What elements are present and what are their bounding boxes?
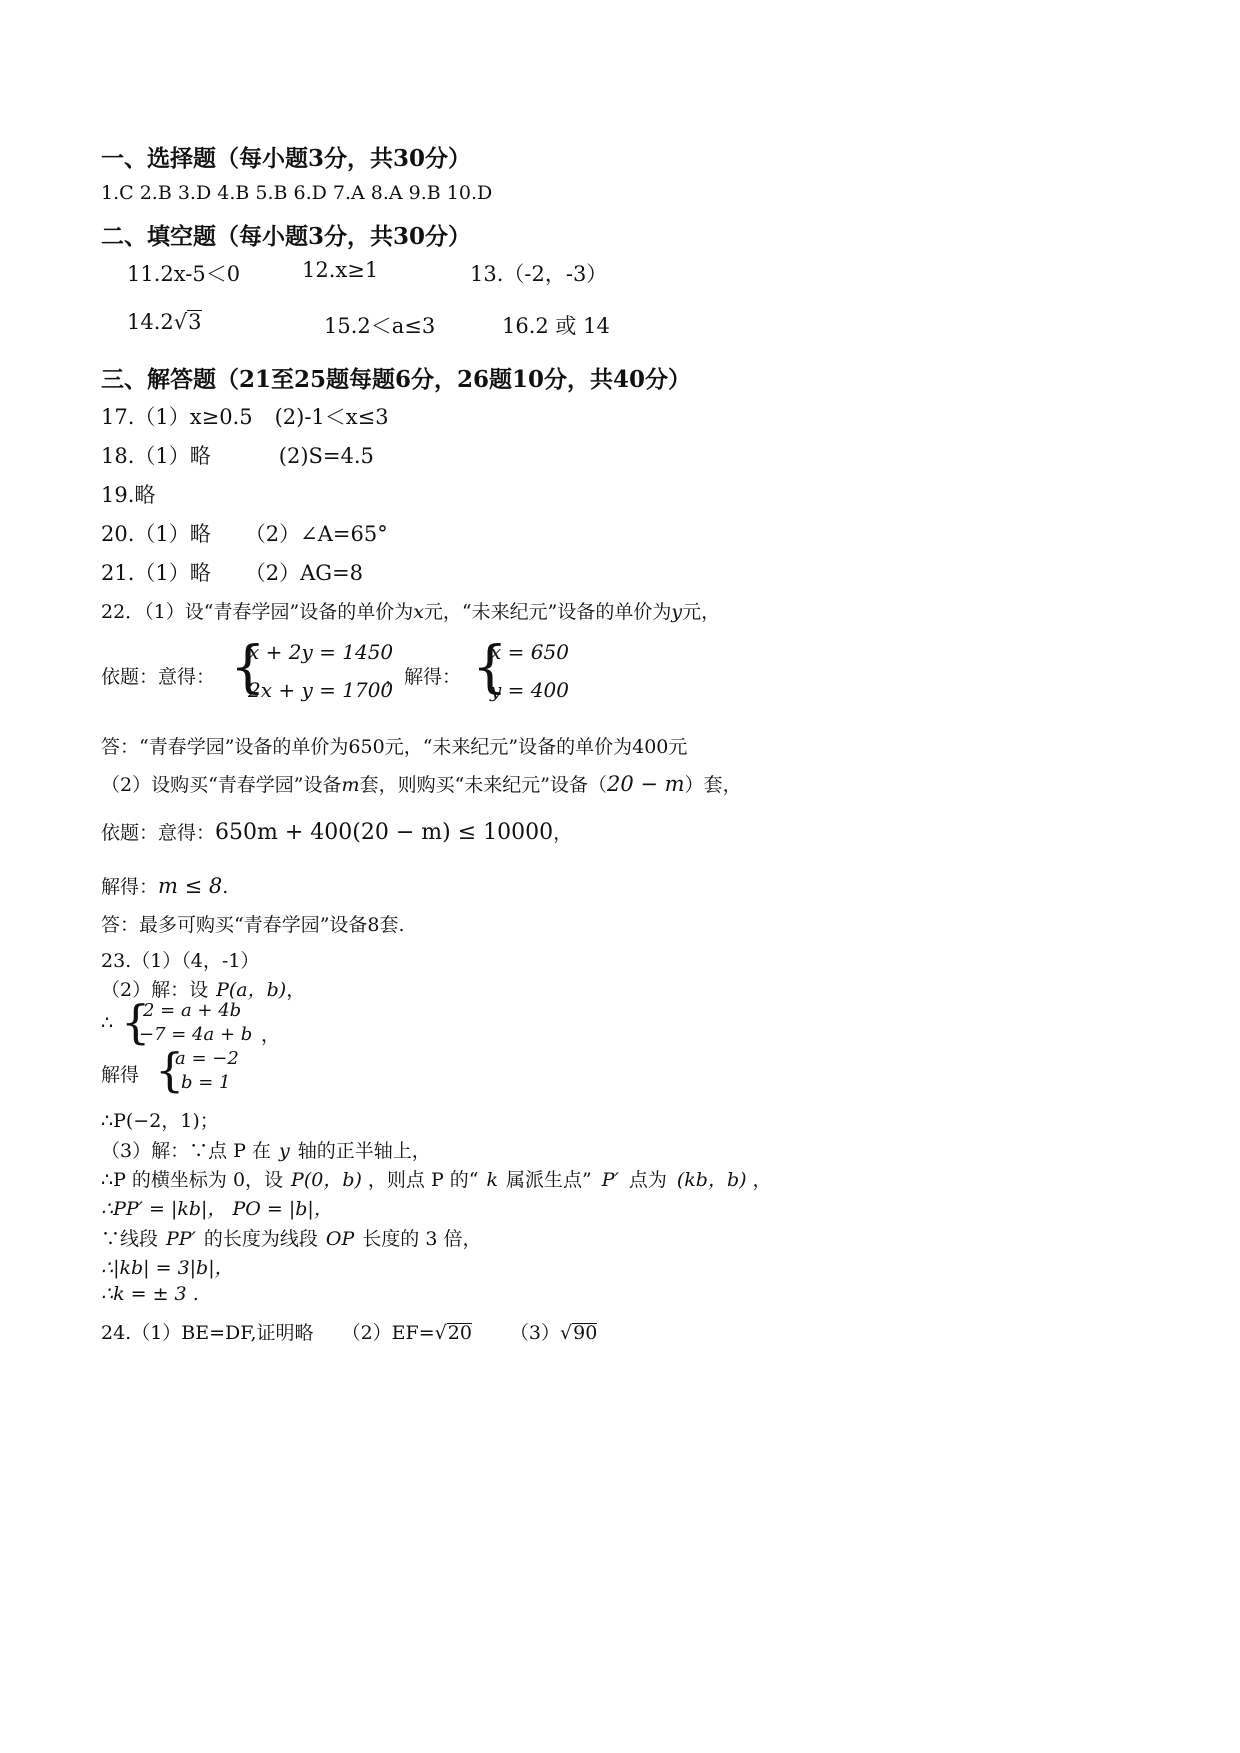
section3-title: 三、解答题（21至25题每题6分，26题10分，共40分） xyxy=(101,366,692,393)
q24-part2-radicand: 20 xyxy=(447,1322,472,1344)
q22-inequality-end: ， xyxy=(553,822,573,844)
q22-result-end: . xyxy=(222,876,229,898)
q23-result1: ∴P(−2，1)； xyxy=(101,1110,219,1132)
q23-solve-label: 解得 xyxy=(101,1064,140,1086)
q22-sol1: x = 650 xyxy=(490,640,569,664)
q22-part2-line xyxy=(101,770,742,797)
left-brace: { xyxy=(155,1043,185,1097)
q23-line-f: ∴k = ± 3 . xyxy=(101,1283,199,1305)
answer-q21-part2: （2）AG=8 xyxy=(244,561,364,585)
left-brace: { xyxy=(230,635,266,700)
q22-basis-label2: 依题：意得： xyxy=(101,822,216,844)
answer-q22-line1 xyxy=(101,597,720,624)
q23-part1: 23.（1）（4，-1） xyxy=(101,950,260,972)
q22-solution-system xyxy=(472,636,582,716)
q22-answer2: 答：最多可购买“青春学园”设备8套. xyxy=(101,914,405,936)
q23-line-d-text1: ∵线段 xyxy=(101,1228,159,1250)
section2-title: 二、填空题（每小题3分，共30分） xyxy=(101,223,472,250)
answer-q13: 13.（-2，-3） xyxy=(470,262,608,286)
answer-q24 xyxy=(101,1318,597,1345)
q23-sys2-eq1: a = −2 xyxy=(175,1048,239,1069)
q22-var-x: x xyxy=(413,601,424,623)
q24-part3-radicand: 90 xyxy=(573,1322,598,1344)
q23-point-expr: P(a，b) xyxy=(216,979,287,1001)
q22-part2-expr: 20 − m xyxy=(607,772,685,796)
q23-part2-text: （2）解：设 xyxy=(101,979,209,1001)
answer-q17-part1: 17.（1）x≥0.5 xyxy=(101,405,253,429)
q24-part1: 24.（1）BE=DF,证明略 xyxy=(101,1322,314,1344)
answer-q14 xyxy=(127,310,202,334)
answer-q14-prefix: 14.2 xyxy=(127,310,174,334)
q23-sys1-eq2: −7 = 4a + b xyxy=(139,1024,253,1045)
q23-line-b-text4: 点为 xyxy=(628,1169,667,1191)
sqrt-sign: √ xyxy=(173,310,188,334)
q23-part3-text-b: 轴的正半轴上， xyxy=(297,1140,431,1162)
therefore-symbol: ∴ xyxy=(101,1012,114,1034)
q23-sys2-eq2: b = 1 xyxy=(181,1072,231,1093)
q23-part2-end: ， xyxy=(286,979,306,1001)
answer-q16: 16.2 或 14 xyxy=(502,314,610,338)
q23-system1 xyxy=(101,995,401,1050)
q22-solve-label: ，解得： xyxy=(385,666,462,688)
q23-line-b-end: ， xyxy=(752,1169,772,1191)
q23-point-p0b: P(0，b) xyxy=(291,1169,362,1191)
q22-inequality-line xyxy=(101,818,572,845)
q22-basis-label: 依题：意得： xyxy=(101,666,216,688)
q22-part2-text-c: ）套， xyxy=(684,774,742,796)
q23-segment-op: OP xyxy=(325,1228,355,1250)
answer-q20 xyxy=(101,518,388,548)
q23-point-kbb: (kb，b) xyxy=(676,1169,747,1191)
q23-line-b-text2: ，则点 P 的“ xyxy=(367,1169,479,1191)
answer-q17 xyxy=(101,401,389,431)
q22-result: m ≤ 8 xyxy=(158,874,223,898)
answer-q19: 19.略 xyxy=(101,483,156,507)
q23-system2 xyxy=(101,1043,401,1098)
q23-part3-line xyxy=(101,1136,431,1163)
answer-q18 xyxy=(101,440,374,470)
q22-text-a: 22．（1）设“青春学园”设备的单价为 xyxy=(101,601,414,623)
answer-q17-part2: (2)-1＜x≤3 xyxy=(274,405,389,429)
answer-q18-part2: (2)S=4.5 xyxy=(278,444,374,468)
sqrt-sign: √ xyxy=(560,1322,573,1344)
q23-part3-text-a: （3）解：∵点 P 在 xyxy=(101,1140,271,1162)
answer-q21 xyxy=(101,557,363,587)
sqrt-sign: √ xyxy=(434,1322,447,1344)
q22-var-y: y xyxy=(671,601,683,623)
answer-q12: 12.x≥1 xyxy=(302,258,379,282)
q23-line-d xyxy=(101,1224,481,1251)
q22-sol2: y = 400 xyxy=(490,678,569,702)
q23-line-d-text2: 的长度为线段 xyxy=(203,1228,318,1250)
q22-eq2: 2x + y = 1700 xyxy=(248,678,394,702)
q23-line-c: ∴PP′ = |kb|， PO = |b|， xyxy=(101,1198,333,1220)
q23-segment-pp: PP′ xyxy=(166,1228,196,1250)
q22-part2-text-a: （2）设购买“青春学园”设备 xyxy=(101,774,342,796)
answer-q20-part1: 20.（1）略 xyxy=(101,522,211,546)
answer-q15: 15.2＜a≤3 xyxy=(324,314,436,338)
q23-line-b xyxy=(101,1165,772,1192)
answer-q11: 11.2x-5＜0 xyxy=(127,262,241,286)
answer-q14-radicand: 3 xyxy=(188,310,202,334)
q23-var-k: k xyxy=(486,1169,499,1191)
answer-q21-part1: 21.（1）略 xyxy=(101,561,211,585)
q23-line-b-text1: ∴P 的横坐标为 0，设 xyxy=(101,1169,284,1191)
section1-title: 一、选择题（每小题3分，共30分） xyxy=(101,145,472,172)
q22-text-c: 元， xyxy=(682,601,721,623)
q24-part2-prefix: （2）EF= xyxy=(341,1322,435,1344)
answer-q18-part1: 18.（1）略 xyxy=(101,444,211,468)
q22-answer1: 答：“青春学园”设备的单价为650元，“未来纪元”设备的单价为400元 xyxy=(101,736,688,758)
q23-line-b-text3: 属派生点” xyxy=(506,1169,592,1191)
left-brace: { xyxy=(121,995,151,1049)
q23-point-pprime: P′ xyxy=(601,1169,619,1191)
q23-line-e: ∴|kb| = 3|b|， xyxy=(101,1257,234,1279)
q23-sys1-eq1: 2 = a + 4b xyxy=(143,1000,242,1021)
left-brace: { xyxy=(472,635,508,700)
q22-var-m: m xyxy=(341,774,360,796)
q22-eq1: x + 2y = 1450 xyxy=(248,640,394,664)
q22-solve-label2: 解得： xyxy=(101,876,159,898)
q22-text-b: 元，“未来纪元”设备的单价为 xyxy=(423,601,672,623)
q22-equation-system xyxy=(230,635,394,716)
q23-sys1-end: ， xyxy=(261,1024,281,1046)
q22-inequality: 650m + 400(20 − m) ≤ 10000 xyxy=(215,820,554,845)
q22-part2-text-b: 套，则购买“未来纪元”设备（ xyxy=(359,774,607,796)
q24-part3-prefix: （3） xyxy=(509,1322,561,1344)
q23-line-d-text3: 长度的 3 倍， xyxy=(362,1228,482,1250)
answer-q20-part2: （2）∠A=65° xyxy=(244,522,388,546)
section1-answers: 1.C 2.B 3.D 4.B 5.B 6.D 7.A 8.A 9.B 10.D xyxy=(101,182,493,204)
q22-result-line xyxy=(101,872,228,899)
q23-var-y: y xyxy=(278,1140,290,1162)
